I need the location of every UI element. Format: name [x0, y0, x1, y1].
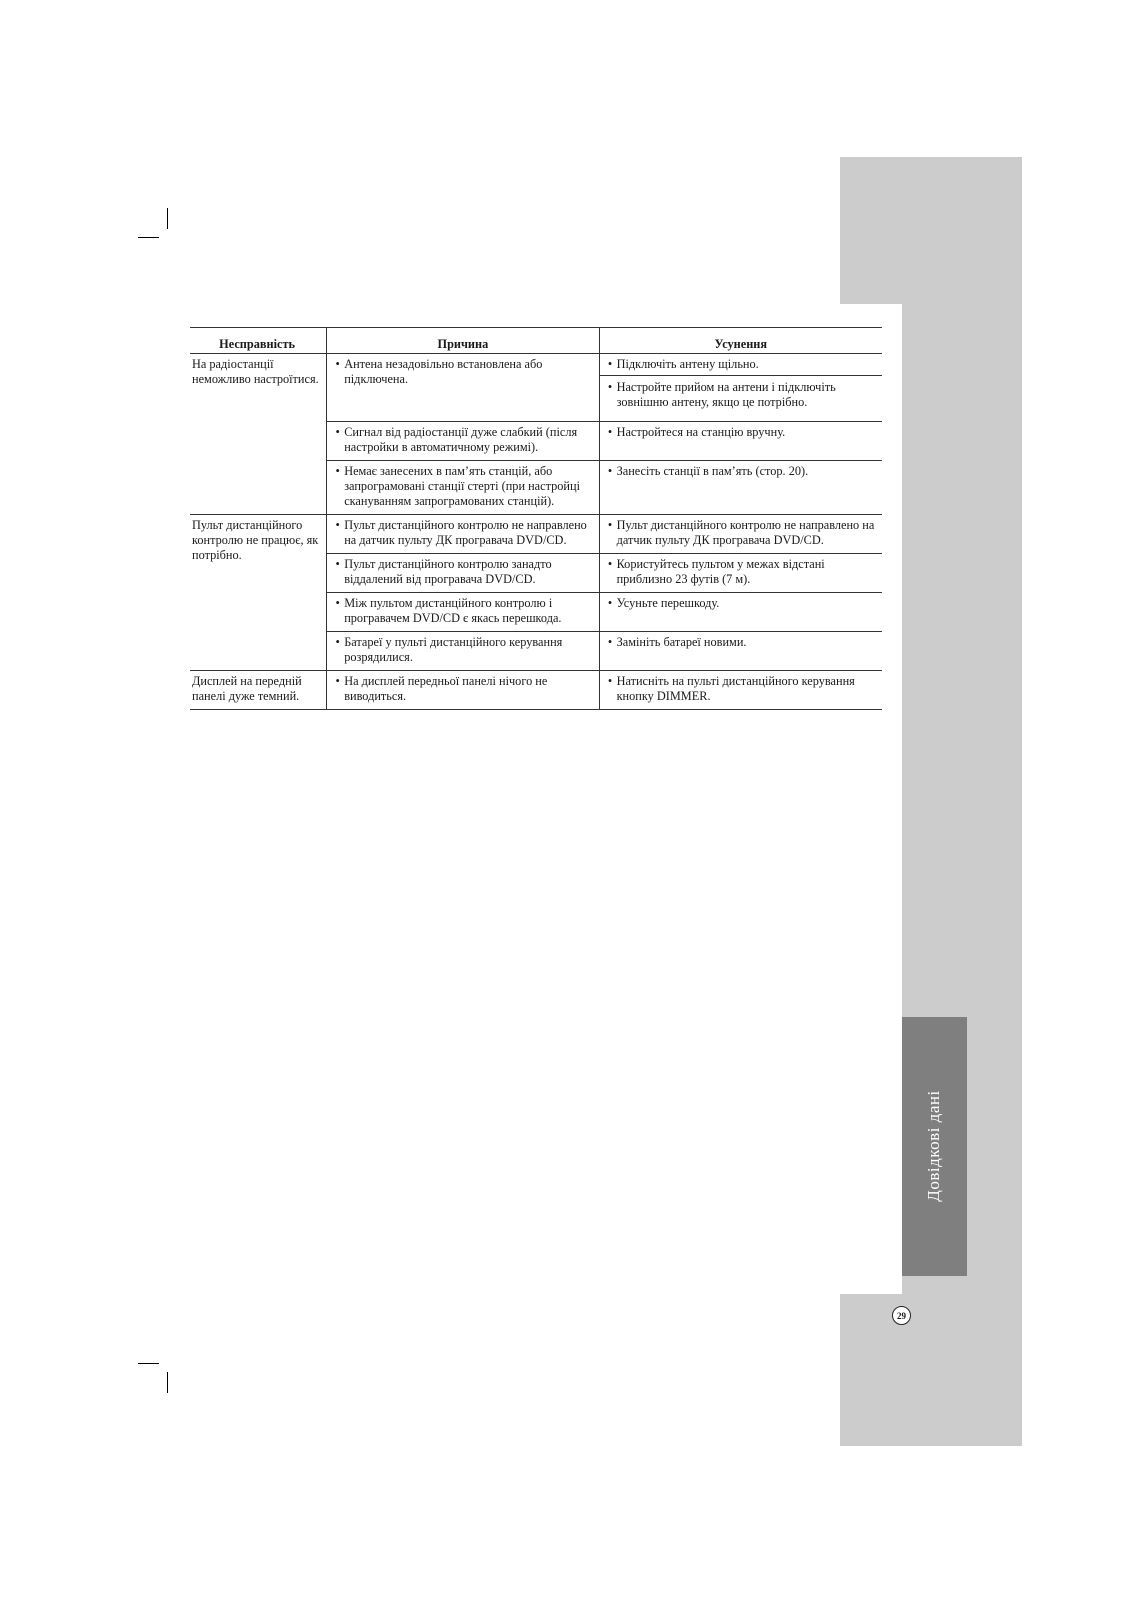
remedy-cell [599, 422, 882, 461]
cause-cell [327, 422, 599, 461]
table-row [190, 515, 882, 554]
cause-text: Сигнал від радіостанції дуже слабкий (після настройки в автоматичному режимі). [344, 425, 578, 454]
bullet-icon: • [335, 357, 340, 371]
remedy-text: Користуйтесь пультом у межах відстані приблизно 23 футів (7 м). [616, 557, 825, 586]
remedy-cell [599, 354, 882, 422]
remedy-text: Усуньте перешкоду. [616, 596, 720, 610]
bullet-icon: • [607, 380, 613, 394]
crop-mark-top-vertical [167, 208, 168, 229]
remedy-cell [599, 554, 882, 593]
cause-cell [327, 671, 599, 710]
problem-cell: На радіостанції неможливо настроїтися. [190, 354, 327, 515]
crop-mark-bottom-vertical [167, 1372, 168, 1393]
cause-text: Антена незадовільно встановлена або підключена. [344, 357, 543, 386]
cause-cell [327, 593, 599, 632]
bullet-icon: • [335, 425, 340, 439]
bullet-icon: • [335, 596, 340, 610]
section-tab-label: Довідкові дані [924, 1090, 943, 1202]
cause-text: Пульт дистанційного контролю не направлено на датчик пульту ДК програвача DVD/CD. [344, 518, 587, 547]
table-header-row [190, 328, 882, 354]
bullet-icon: • [335, 635, 340, 649]
crop-mark-top-horizontal [138, 237, 159, 238]
remedy-text: Настройте прийом на антени і підключіть зовнішню антену, якщо це потрібно. [616, 380, 836, 409]
bullet-icon: • [335, 464, 340, 478]
bullet-icon: • [607, 357, 613, 371]
bullet-icon: • [607, 464, 613, 478]
cause-cell [327, 554, 599, 593]
remedy-cell [599, 632, 882, 671]
bullet-icon: • [607, 557, 613, 571]
problem-cell: Пульт дистанційного контролю не працює, як потрібно. [190, 515, 327, 671]
remedy-cell [599, 515, 882, 554]
bullet-icon: • [335, 674, 340, 688]
table-row [190, 671, 882, 710]
remedy-cell [599, 593, 882, 632]
header-problem: Несправність [190, 328, 327, 354]
cause-cell [327, 632, 599, 671]
cause-text: Пульт дистанційного контролю занадто віддалений від програвача DVD/CD. [344, 557, 552, 586]
cause-text: Немає занесених в пам’ять станцій, або запрограмовані станції стерті (при настройці скануванням запрограмованих станцій). [344, 464, 580, 508]
remedy-text: Настройтеся на станцію вручну. [616, 425, 786, 439]
bullet-icon: • [335, 518, 340, 532]
remedy-text: Занесіть станції в пам’ять (стор. 20). [616, 464, 809, 478]
remedy-cell [599, 671, 882, 710]
cause-text: Батареї у пульті дистанційного керування розрядилися. [344, 635, 563, 664]
bullet-icon: • [335, 557, 340, 571]
remedy-text: Пульт дистанційного контролю не направлено на датчик пульту ДК програвача DVD/CD. [616, 518, 875, 547]
problem-cell: Дисплей на передній панелі дуже темний. [190, 671, 327, 710]
bullet-icon: • [607, 674, 613, 688]
cause-cell [327, 354, 599, 422]
bullet-icon: • [607, 635, 613, 649]
bullet-icon: • [607, 596, 613, 610]
margin-band-bottom [840, 1294, 1022, 1446]
cause-text: Між пультом дистанційного контролю і програвачем DVD/CD є якась перешкода. [344, 596, 562, 625]
remedy-text: Натисніть на пульті дистанційного керування кнопку DIMMER. [616, 674, 855, 703]
remedy-text: Замініть батареї новими. [616, 635, 747, 649]
cause-cell [327, 461, 599, 515]
remedy-cell [599, 461, 882, 515]
margin-band-top [840, 157, 1022, 304]
table-row [190, 354, 882, 422]
remedy-text: Підключіть антену щільно. [616, 357, 759, 371]
header-cause: Причина [327, 328, 599, 354]
page-number: 29 [892, 1306, 911, 1325]
crop-mark-bottom-horizontal [138, 1363, 159, 1364]
troubleshooting-table [190, 327, 882, 710]
cause-text: На дисплей передньої панелі нічого не виводиться. [344, 674, 548, 703]
bullet-icon: • [607, 518, 613, 532]
header-remedy: Усунення [599, 328, 882, 354]
bullet-icon: • [607, 425, 613, 439]
cause-cell [327, 515, 599, 554]
